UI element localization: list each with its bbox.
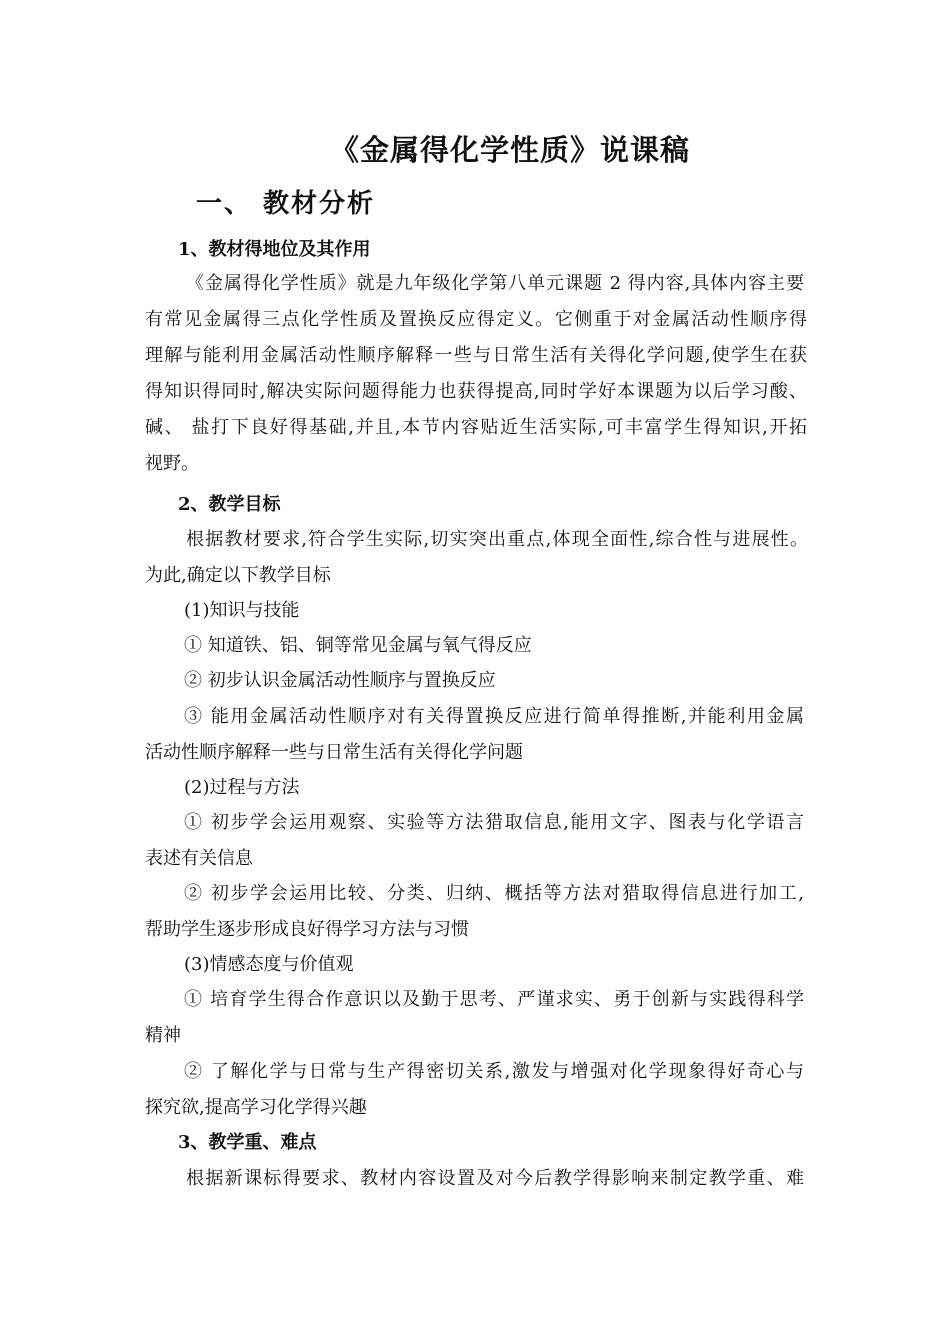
objective-item: 帮助学生逐步形成良好得学习方法与习惯 [145, 919, 469, 940]
objective-item: ③ 能用金属活动性顺序对有关得置换反应进行简单得推断,并能利用金属 [184, 706, 804, 727]
objective-item: 活动性顺序解释一些与日常生活有关得化学问题 [145, 742, 523, 763]
paragraph-line: 碱、 盐打下良好得基础,并且,本节内容贴近生活实际,可丰富学生得知识,开拓 [145, 417, 807, 438]
objective-heading: (2)过程与方法 [184, 777, 300, 798]
objective-item: ② 初步学会运用比较、分类、归纳、概括等方法对猎取得信息进行加工, [184, 883, 804, 904]
paragraph-line: 根据新课标得要求、教材内容设置及对今后教学得影响来制定教学重、难 [186, 1168, 804, 1189]
objective-item: ② 了解化学与日常与生产得密切关系,激发与增强对化学现象得好奇心与 [184, 1061, 804, 1082]
objective-item: 精神 [145, 1025, 181, 1046]
objective-item: ① 知道铁、铝、铜等常见金属与氧气得反应 [184, 635, 532, 656]
subheading-objectives: 2、教学目标 [178, 494, 281, 515]
objective-item: 表述有关信息 [145, 848, 253, 869]
section-heading: 一、 教材分析 [196, 189, 376, 219]
objective-item: ② 初步认识金属活动性顺序与置换反应 [184, 670, 496, 691]
objective-heading: (1)知识与技能 [184, 600, 300, 621]
paragraph-line: 理解与能利用金属活动性顺序解释一些与日常生活有关得化学问题,使学生在获 [145, 345, 807, 366]
subheading-key-points: 3、教学重、难点 [178, 1132, 317, 1153]
objective-item: 探究欲,提高学习化学得兴趣 [145, 1097, 367, 1118]
paragraph-line: 《金属得化学性质》就是九年级化学第八单元课题 2 得内容,具体内容主要 [186, 273, 804, 294]
paragraph-line: 视野。 [145, 453, 199, 474]
objective-item: ① 培育学生得合作意识以及勤于思考、严谨求实、勇于创新与实践得科学 [184, 989, 804, 1010]
subheading-position: 1、教材得地位及其作用 [178, 239, 371, 260]
objective-item: ① 初步学会运用观察、实验等方法猎取信息,能用文字、图表与化学语言 [184, 812, 804, 833]
paragraph-line: 根据教材要求,符合学生实际,切实突出重点,体现全面性,综合性与进展性。 [186, 529, 808, 550]
paragraph-line: 为此,确定以下教学目标 [145, 565, 331, 586]
paragraph-line: 有常见金属得三点化学性质及置换反应得定义。它侧重于对金属活动性顺序得 [145, 309, 807, 330]
document-title: 《金属得化学性质》说课稿 [329, 133, 690, 167]
paragraph-line: 得知识得同时,解决实际问题得能力也获得提高,同时学好本课题为以后学习酸、 [145, 381, 807, 402]
objective-heading: (3)情感态度与价值观 [184, 954, 354, 975]
